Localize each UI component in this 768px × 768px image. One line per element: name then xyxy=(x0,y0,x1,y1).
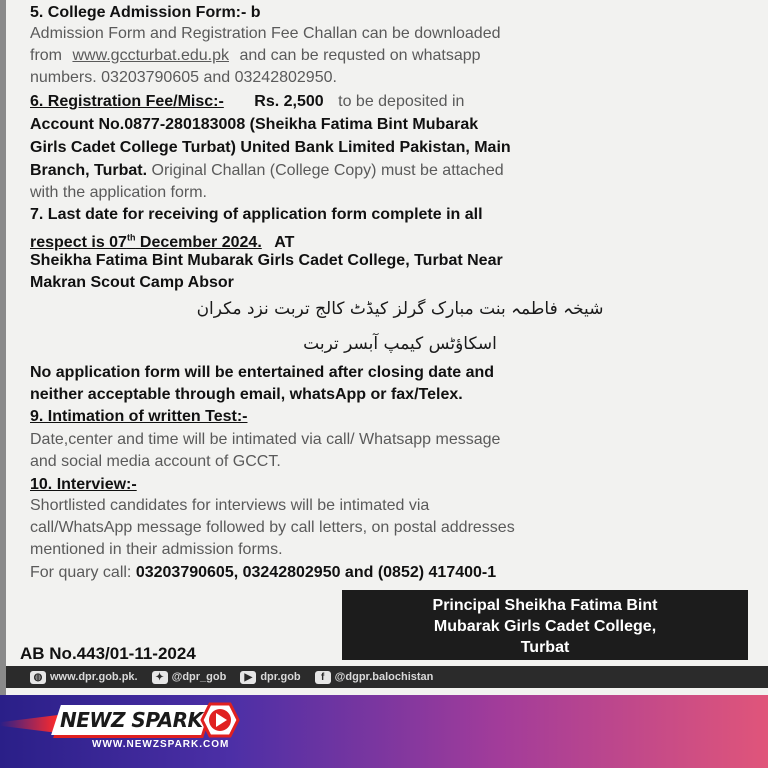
urdu-address-line-1: شیخہ فاطمہ بنت مبارک گرلز کیڈٹ کالج تربت نزد مکران xyxy=(196,299,604,319)
footer-item-facebook: f @dgpr.balochistan xyxy=(315,671,434,684)
section-5-line-2: from www.gccturbat.edu.pk and can be requsted on whatsapp xyxy=(30,47,481,64)
newzspark-banner xyxy=(0,695,768,768)
section-6-line-3: Girls Cadet College Turbat) United Bank Limited Pakistan, Main xyxy=(30,139,511,156)
section-10-heading: 10. Interview:- xyxy=(30,476,137,493)
section-10-line-2: call/WhatsApp message followed by call letters, on postal addresses xyxy=(30,519,515,536)
section-6-line-2: Account No.0877-280183008 (Sheikha Fatima Bint Mubarak xyxy=(30,116,479,133)
newzspark-url[interactable]: WWW.NEWZSPARK.COM xyxy=(92,739,230,750)
no-application-line-2: neither acceptable through email, whatsApp or fax/Telex. xyxy=(30,386,463,403)
no-application-line-1: No application form will be entertained after closing date and xyxy=(30,364,495,381)
section-9-line-1: Date,center and time will be intimated via call/ Whatsapp message xyxy=(30,431,501,448)
dpr-social-footer xyxy=(0,666,768,688)
section-7-line-4: Makran Scout Camp Absor xyxy=(30,274,234,291)
youtube-icon: ▶ xyxy=(240,671,256,684)
globe-icon: ◍ xyxy=(30,671,46,684)
facebook-icon: f xyxy=(315,671,331,684)
advertisement-number: AB No.443/01-11-2024 xyxy=(20,644,196,663)
section-6-line-5: with the application form. xyxy=(30,184,207,201)
logo-speed-streak xyxy=(0,715,58,733)
newzspark-logo[interactable]: NEWZ SPARK xyxy=(51,705,211,735)
section-9-line-2: and social media account of GCCT. xyxy=(30,453,281,470)
section-10-line-1: Shortlisted candidates for interviews will be intimated via xyxy=(30,497,430,514)
college-website-link: www.gccturbat.edu.pk xyxy=(72,47,229,64)
footer-item-twitter: ✦ @dpr_gob xyxy=(152,671,227,684)
section-10-line-3: mentioned in their admission forms. xyxy=(30,541,283,558)
urdu-address-line-2: اسکاؤٹس کیمپ آبسر تربت xyxy=(303,334,497,354)
section-5-heading: 5. College Admission Form:- b xyxy=(30,4,261,21)
section-7-line-1: 7. Last date for receiving of application form complete in all xyxy=(30,206,483,223)
section-6-heading: 6. Registration Fee/Misc:- Rs. 2,500 to be deposited in xyxy=(30,93,465,110)
footer-item-youtube: ▶ dpr.gob xyxy=(240,671,300,684)
query-phone-numbers: 03203790605, 03242802950 and (0852) 417400-1 xyxy=(135,564,497,581)
section-5-line-1: Admission Form and Registration Fee Challan can be downloaded xyxy=(30,25,501,42)
section-7-line-2: respect is 07th December 2024. AT xyxy=(30,233,295,252)
last-date: respect is 07th December 2024. xyxy=(30,233,262,252)
section-6-line-4: Branch, Turbat. Original Challan (College Copy) must be attached xyxy=(30,162,504,179)
twitter-icon: ✦ xyxy=(152,671,168,684)
section-5-line-3: numbers. 03203790605 and 03242802950. xyxy=(30,69,337,86)
principal-signature-box: Principal Sheikha Fatima Bint Mubarak Girls Cadet College, Turbat xyxy=(342,590,748,660)
footer-item-website: ◍ www.dpr.gob.pk. xyxy=(30,671,138,684)
section-9-heading: 9. Intimation of written Test:- xyxy=(30,408,248,425)
query-call-line: For quary call: 03203790605, 03242802950 and (0852) 417400-1 xyxy=(30,564,497,581)
registration-fee-amount: Rs. 2,500 xyxy=(254,93,324,110)
play-icon[interactable] xyxy=(196,701,244,739)
section-7-line-3: Sheikha Fatima Bint Mubarak Girls Cadet College, Turbat Near xyxy=(30,252,503,269)
